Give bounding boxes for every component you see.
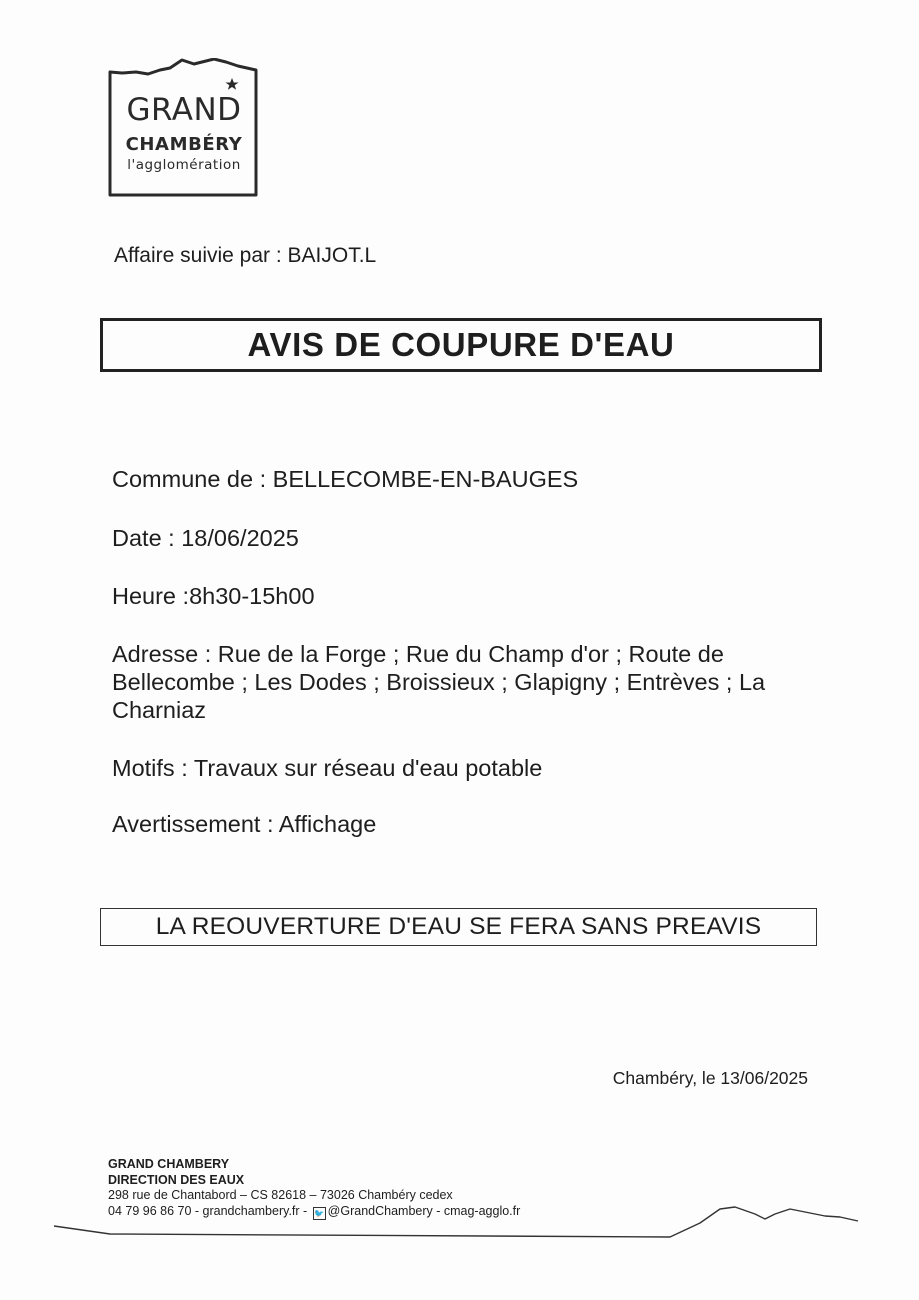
- star-icon: [226, 78, 239, 90]
- title-box: [100, 318, 822, 372]
- logo-line-grand: GRAND: [126, 92, 242, 128]
- reopen-notice-box: [100, 908, 817, 946]
- logo-line-agglomeration: l'agglomération: [127, 157, 241, 173]
- logo-line-chambery: CHAMBÉRY: [125, 134, 243, 155]
- field-adresse: Adresse : Rue de la Forge ; Rue du Champ d'or ; Route de Bellecombe ; Les Dodes ; Broissieux ; Glapigny ; Entrèves ; La Charniaz: [112, 641, 766, 723]
- field-commune: Commune de : BELLECOMBE-EN-BAUGES: [112, 466, 579, 492]
- place-and-date: Chambéry, le 13/06/2025: [612, 1068, 808, 1088]
- field-heure: Heure :8h30-15h00: [112, 583, 315, 609]
- grand-chambery-logo: [108, 58, 260, 198]
- twitter-icon: 🐦: [314, 1208, 325, 1218]
- footer-contact-phone-web: 04 79 96 86 70 - grandchambery.fr -: [108, 1203, 311, 1218]
- field-avertissement: Avertissement : Affichage: [112, 811, 377, 837]
- reopen-notice: LA REOUVERTURE D'EAU SE FERA SANS PREAVIS: [155, 913, 762, 940]
- logo-frame-icon: [108, 58, 260, 198]
- notice-title: AVIS DE COUPURE D'EAU: [247, 326, 675, 363]
- footer-org-name: GRAND CHAMBERY: [108, 1157, 230, 1171]
- field-motifs: Motifs : Travaux sur réseau d'eau potable: [112, 755, 543, 781]
- footer-mountain-line: [0, 1195, 919, 1245]
- field-date: Date : 18/06/2025: [112, 525, 299, 551]
- footer-contact-social: @GrandChambery - cmag-agglo.fr: [327, 1203, 521, 1218]
- case-handler: Affaire suivie par : BAIJOT.L: [114, 244, 377, 267]
- footer-address: 298 rue de Chantabord – CS 82618 – 73026 Chambéry cedex: [108, 1188, 453, 1202]
- footer-department: DIRECTION DES EAUX: [108, 1172, 245, 1187]
